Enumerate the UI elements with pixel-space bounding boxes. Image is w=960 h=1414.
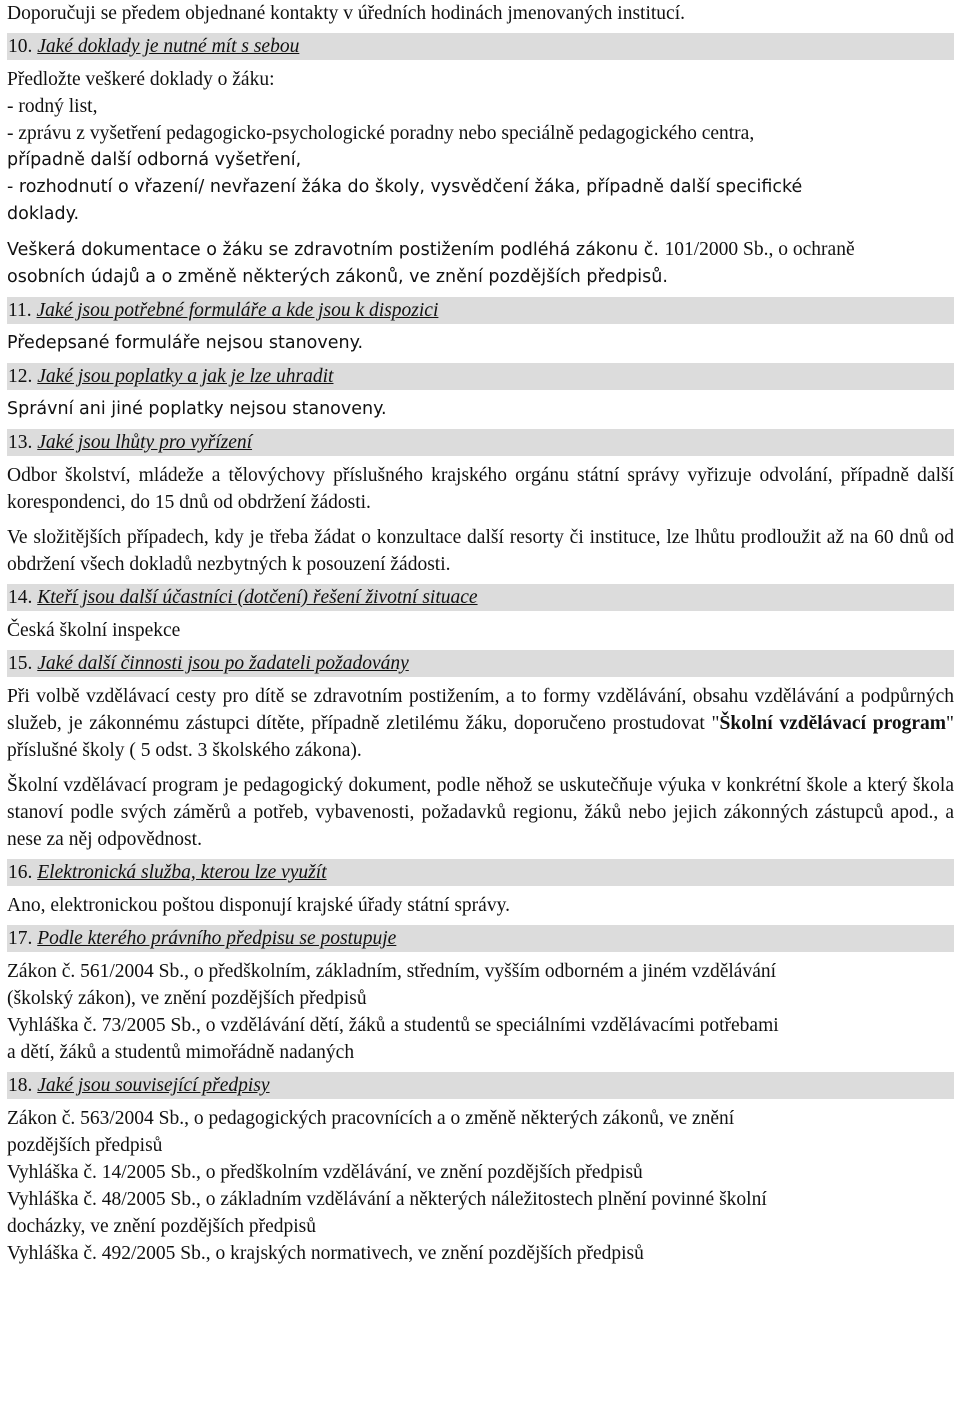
section-13-heading [7, 429, 954, 456]
paragraph-part: Při volbě vzdělávací cesty pro dítě se zdravotním postižením, a to formy vzdělávání, obsahu vzdělávání a podpůrných služeb, je zákonnému zástupci dítěte, případně zletilému žáku, doporučeno prostudovat " [7, 686, 954, 734]
section-16-heading [7, 859, 954, 886]
section-title: Jaké jsou potřebné formuláře a kde jsou k dispozici [36, 300, 439, 321]
section-18-heading [7, 1072, 954, 1099]
section-11-heading [7, 297, 954, 324]
section-number: 14. [8, 587, 33, 608]
law-line: (školský zákon), ve znění pozdějších předpisů [7, 988, 367, 1009]
law-line: a dětí, žáků a studentů mimořádně nadaných [7, 1042, 355, 1063]
paragraph: Školní vzdělávací program je pedagogický dokument, podle něhož se uskutečňuje výuka v konkrétní škole a který škola stanoví podle svých záměrů a potřeb, vybavenosti, požadavků regionu, žáků nebo jejich zákonných zástupců apod., a nese za něj odpovědnost. [7, 775, 954, 850]
paragraph [7, 683, 954, 764]
section-number: 15. [8, 653, 33, 674]
section-14-heading [7, 584, 954, 611]
law-line: Zákon č. 563/2004 Sb., o pedagogických pracovnících a o změně některých zákonů, ve znění [7, 1108, 735, 1129]
section-title: Elektronická služba, kterou lze využít [37, 862, 327, 883]
section-12-heading [7, 363, 954, 390]
section-number: 18. [8, 1075, 33, 1096]
section-title: Jaké další činnosti jsou po žadateli požadovány [37, 653, 409, 674]
section-number: 17. [8, 928, 33, 949]
section-text: Předepsané formuláře nejsou stanoveny. [7, 333, 364, 353]
section-17-heading [7, 925, 954, 952]
paragraph-part: " příslušné školy ( 5 odst. 3 školského zákona). [7, 713, 954, 761]
section-10-heading [7, 33, 954, 60]
section-title: Kteří jsou další účastníci (dotčení) řešení životní situace [37, 587, 478, 608]
section-number: 13. [8, 432, 33, 453]
note-part: , o ochraně [768, 239, 855, 260]
law-line: Zákon č. 561/2004 Sb., o předškolním, základním, středním, vyšším odborném a jiném vzdělávání [7, 961, 777, 982]
paragraph: Odbor školství, mládeže a tělovýchovy příslušného krajského orgánu státní správy vyřizuje odvolání, případně další korespondenci, do 15 dnů od obdržení žádosti. [7, 465, 954, 513]
note-part: Veškerá dokumentace o žáku se zdravotním postižením podléhá zákonu č. [7, 240, 659, 260]
note-part: 101/2000 Sb. [664, 239, 769, 260]
text-line: doklady. [7, 204, 80, 224]
text-line: - zprávu z vyšetření pedagogicko-psychologické poradny nebo speciálně pedagogického centra, [7, 123, 755, 144]
text-line: - rodný list, [7, 96, 98, 117]
section-text: Česká školní inspekce [7, 620, 181, 641]
section-title: Podle kterého právního předpisu se postupuje [37, 928, 397, 949]
section-title: Jaké doklady je nutné mít s sebou [37, 36, 300, 57]
law-line: Vyhláška č. 48/2005 Sb., o základním vzdělávání a některých náležitostech plnění povinné školní [7, 1189, 767, 1210]
text-line: - rozhodnutí o vřazení/ nevřazení žáka do školy, vysvědčení žáka, případně další specifické [7, 177, 803, 197]
law-line: Vyhláška č. 492/2005 Sb., o krajských normativech, ve znění pozdějších předpisů [7, 1243, 644, 1264]
paragraph: Ve složitějších případech, kdy je třeba žádat o konzultace další resorty či instituce, lze lhůtu prodloužit až na 60 dnů od obdržení všech dokladů nezbytných k posouzení žádosti. [7, 527, 954, 575]
section-number: 16. [8, 862, 33, 883]
section-text: Správní ani jiné poplatky nejsou stanoveny. [7, 399, 387, 419]
section-title: Jaké jsou lhůty pro vyřízení [37, 432, 253, 453]
text-line: Předložte veškeré doklady o žáku: [7, 69, 275, 90]
law-line: Vyhláška č. 14/2005 Sb., o předškolním vzdělávání, ve znění pozdějších předpisů [7, 1162, 643, 1183]
law-line: docházky, ve znění pozdějších předpisů [7, 1216, 317, 1237]
law-line: Vyhláška č. 73/2005 Sb., o vzdělávání dětí, žáků a studentů se speciálními vzdělávacími potřebami [7, 1015, 779, 1036]
section-title: Jaké jsou poplatky a jak je lze uhradit [37, 366, 334, 387]
section-text: Ano, elektronickou poštou disponují krajské úřady státní správy. [7, 895, 510, 916]
section-number: 12. [8, 366, 33, 387]
program-name: Školní vzdělávací program [719, 713, 947, 734]
law-line: pozdějších předpisů [7, 1135, 163, 1156]
text-line: případně další odborná vyšetření, [7, 150, 302, 170]
privacy-note-cont: osobních údajů a o změně některých zákonů, ve znění pozdějších předpisů. [7, 267, 668, 287]
privacy-note [7, 236, 954, 264]
section-number: 11. [8, 300, 32, 321]
section-title: Jaké jsou související předpisy [37, 1075, 270, 1096]
section-number: 10. [8, 36, 33, 57]
section-15-heading [7, 650, 954, 677]
intro-text: Doporučuji se předem objednané kontakty v úředních hodinách jmenovaných institucí. [7, 3, 685, 24]
